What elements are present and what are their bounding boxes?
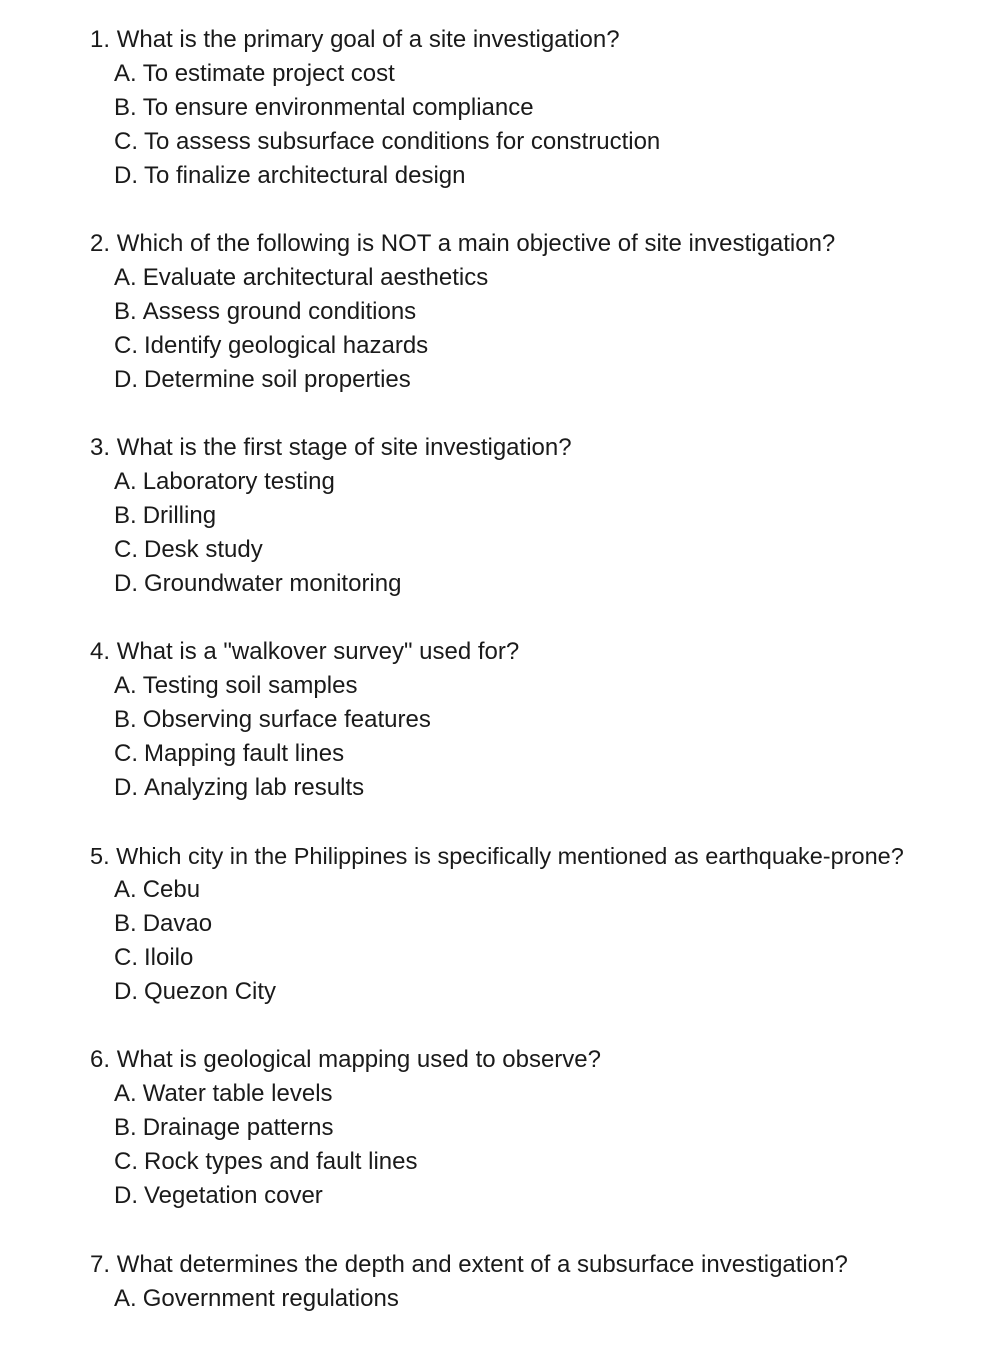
option-letter: A.	[114, 468, 137, 495]
question-prompt: What is the first stage of site investigation?	[116, 434, 572, 461]
question-prompt: What determines the depth and extent of a subsurface investigation?	[116, 1251, 848, 1278]
option-d	[114, 161, 466, 191]
question-prompt: What is a "walkover survey" used for?	[116, 638, 520, 665]
option-text: Iloilo	[144, 944, 194, 971]
question-number: 6.	[90, 1046, 111, 1073]
question-number: 2.	[90, 230, 111, 257]
option-letter: B.	[114, 94, 137, 121]
option-a	[114, 671, 357, 701]
option-letter: D.	[114, 978, 138, 1005]
question-number: 4.	[90, 638, 111, 665]
option-text: Determine soil properties	[144, 366, 411, 393]
option-b	[114, 501, 216, 531]
option-text: Government regulations	[142, 1285, 399, 1312]
question-number: 5.	[90, 843, 110, 869]
option-text: Cebu	[142, 876, 201, 903]
option-text: Analyzing lab results	[144, 774, 365, 801]
option-text: Quezon City	[144, 978, 277, 1005]
option-text: To estimate project cost	[142, 60, 395, 87]
option-b	[114, 297, 416, 327]
option-text: To assess subsurface conditions for construction	[144, 128, 661, 155]
question-number: 7.	[90, 1251, 111, 1278]
option-letter: B.	[114, 502, 137, 529]
question-text	[90, 229, 835, 259]
option-letter: C.	[114, 332, 138, 359]
option-text: To ensure environmental compliance	[142, 94, 534, 121]
question-text	[90, 1250, 848, 1280]
option-a	[114, 59, 395, 89]
option-text: Water table levels	[142, 1080, 333, 1107]
question-prompt: Which of the following is NOT a main objective of site investigation?	[116, 230, 836, 257]
option-b	[114, 1113, 333, 1143]
option-a	[114, 1079, 333, 1109]
option-letter: A.	[114, 60, 137, 87]
option-text: Drilling	[142, 502, 217, 529]
option-text: To finalize architectural design	[144, 162, 466, 189]
question-prompt: What is the primary goal of a site investigation?	[116, 26, 620, 53]
option-b	[114, 93, 534, 123]
option-letter: B.	[114, 1114, 137, 1141]
option-letter: C.	[114, 1148, 138, 1175]
option-letter: D.	[114, 774, 138, 801]
option-a	[114, 1284, 399, 1314]
option-text: Davao	[142, 910, 213, 937]
option-letter: A.	[114, 1285, 137, 1312]
question-text	[90, 25, 620, 55]
question-text	[90, 637, 519, 667]
question-text	[90, 1045, 601, 1075]
option-text: Vegetation cover	[144, 1182, 323, 1209]
option-letter: A.	[114, 672, 137, 699]
option-letter: D.	[114, 366, 138, 393]
option-text: Observing surface features	[142, 706, 431, 733]
option-a	[114, 263, 488, 293]
option-letter: C.	[114, 128, 138, 155]
option-text: Mapping fault lines	[144, 740, 345, 767]
question-prompt: What is geological mapping used to observe?	[116, 1046, 601, 1073]
option-text: Desk study	[144, 536, 263, 563]
question-number: 3.	[90, 434, 111, 461]
option-a	[114, 467, 335, 497]
option-letter: C.	[114, 944, 138, 971]
option-d	[114, 365, 411, 395]
option-c	[114, 943, 193, 973]
question-text	[90, 841, 904, 871]
option-letter: D.	[114, 1182, 138, 1209]
option-letter: C.	[114, 740, 138, 767]
option-d	[114, 773, 364, 803]
option-d	[114, 569, 401, 599]
option-c	[114, 739, 344, 769]
option-text: Assess ground conditions	[142, 298, 417, 325]
option-letter: D.	[114, 570, 138, 597]
option-c	[114, 331, 428, 361]
option-text: Groundwater monitoring	[144, 570, 402, 597]
option-text: Identify geological hazards	[144, 332, 429, 359]
option-text: Evaluate architectural aesthetics	[142, 264, 489, 291]
option-d	[114, 977, 276, 1007]
option-letter: B.	[114, 910, 137, 937]
option-a	[114, 875, 200, 905]
option-letter: B.	[114, 706, 137, 733]
option-d	[114, 1181, 323, 1211]
option-letter: C.	[114, 536, 138, 563]
option-letter: B.	[114, 298, 137, 325]
option-text: Drainage patterns	[142, 1114, 334, 1141]
option-c	[114, 127, 660, 157]
question-text	[90, 433, 572, 463]
option-c	[114, 535, 263, 565]
question-number: 1.	[90, 26, 111, 53]
option-b	[114, 705, 431, 735]
option-letter: A.	[114, 876, 137, 903]
option-c	[114, 1147, 417, 1177]
option-text: Laboratory testing	[142, 468, 335, 495]
option-text: Rock types and fault lines	[144, 1148, 418, 1175]
option-letter: D.	[114, 162, 138, 189]
option-text: Testing soil samples	[142, 672, 358, 699]
question-prompt: Which city in the Philippines is specifically mentioned as earthquake-prone?	[116, 843, 904, 869]
option-letter: A.	[114, 1080, 137, 1107]
option-b	[114, 909, 212, 939]
option-letter: A.	[114, 264, 137, 291]
